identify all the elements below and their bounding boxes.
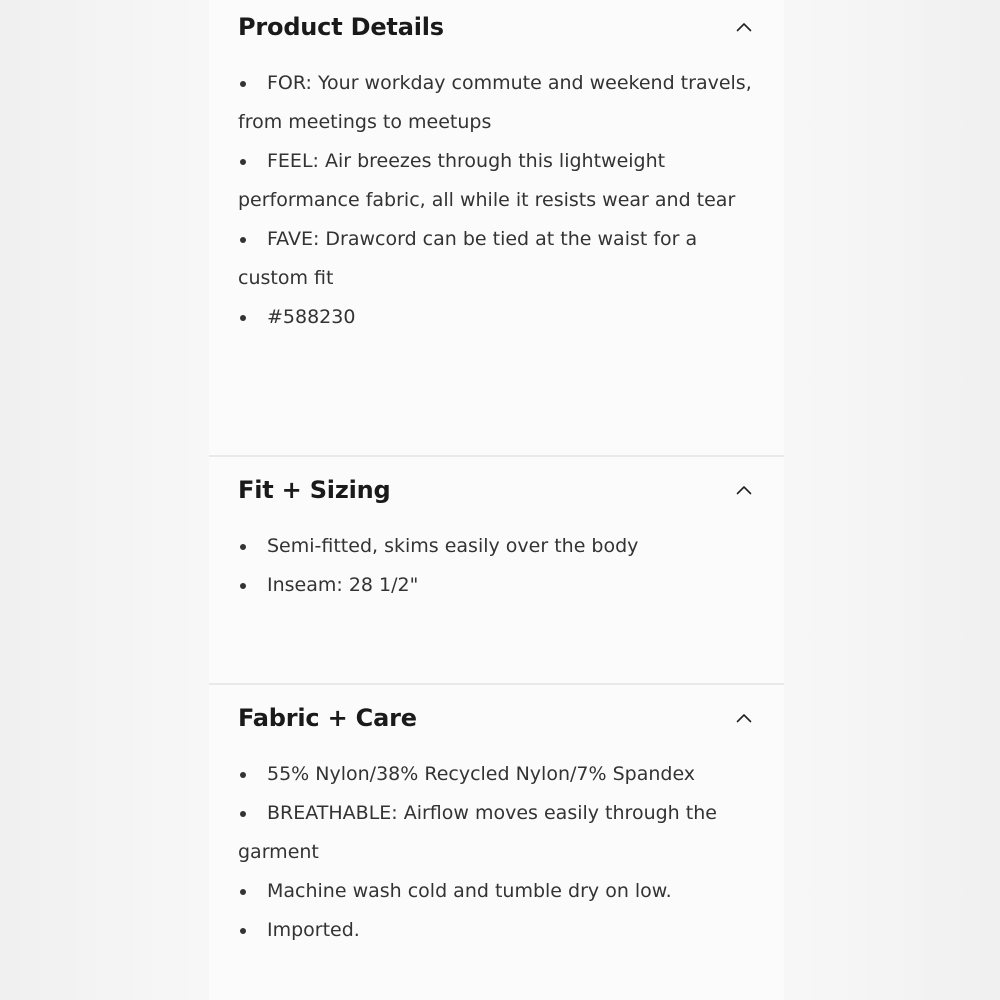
list-item: #588230 (238, 298, 754, 337)
chevron-up-icon[interactable] (728, 11, 760, 43)
section-divider (209, 683, 784, 685)
accordion-header-fabric-care[interactable] (238, 691, 754, 745)
list-item: Machine wash cold and tumble dry on low. (238, 872, 754, 911)
accordion-fit-sizing (209, 463, 784, 605)
list-item: BREATHABLE: Airflow moves easily through the garment (238, 794, 754, 872)
section-title: Product Details (238, 13, 444, 41)
bullet-list (238, 755, 754, 950)
section-title: Fabric + Care (238, 704, 417, 732)
list-item: Inseam: 28 1/2" (238, 566, 754, 605)
list-item: FEEL: Air breezes through this lightweight performance fabric, all while it resists wear and tear (238, 142, 754, 220)
bullet-list (238, 64, 754, 337)
section-divider (209, 455, 784, 457)
list-item: Imported. (238, 911, 754, 950)
chevron-up-icon[interactable] (728, 702, 760, 734)
list-item: Semi-fitted, skims easily over the body (238, 527, 754, 566)
section-title: Fit + Sizing (238, 476, 391, 504)
accordion-header-product-details[interactable] (238, 0, 754, 54)
list-item: 55% Nylon/38% Recycled Nylon/7% Spandex (238, 755, 754, 794)
accordion-fabric-care (209, 691, 784, 950)
bullet-list (238, 527, 754, 605)
chevron-up-icon[interactable] (728, 474, 760, 506)
product-info-panel (209, 0, 784, 1000)
list-item: FAVE: Drawcord can be tied at the waist for a custom fit (238, 220, 754, 298)
accordion-product-details (209, 0, 784, 337)
list-item: FOR: Your workday commute and weekend travels, from meetings to meetups (238, 64, 754, 142)
accordion-header-fit-sizing[interactable] (238, 463, 754, 517)
